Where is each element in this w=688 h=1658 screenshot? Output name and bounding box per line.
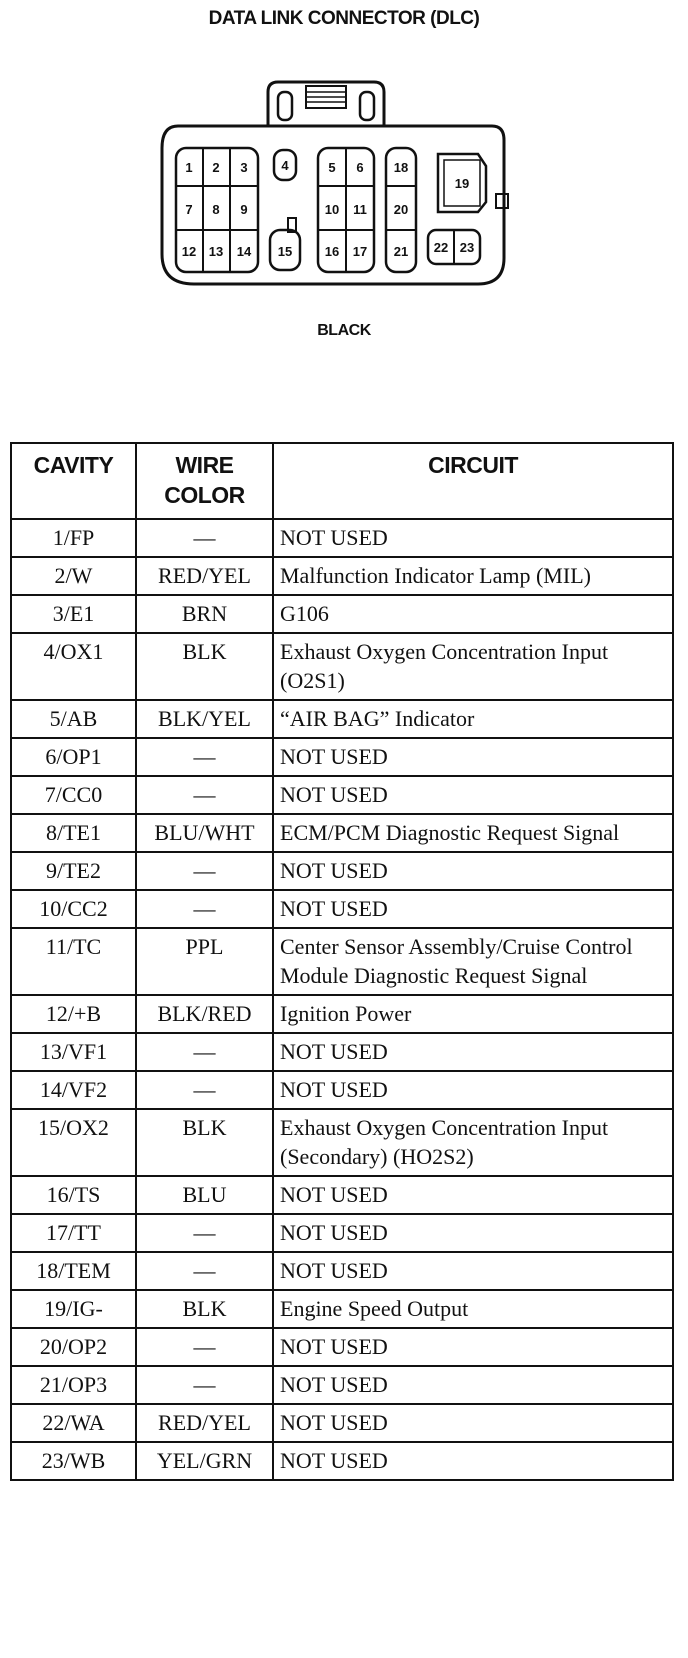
cell-cavity: 10/CC2 xyxy=(11,890,136,928)
cell-wire-color: BLK/YEL xyxy=(136,700,273,738)
cell-wire-color: BLU/WHT xyxy=(136,814,273,852)
cell-cavity: 7/CC0 xyxy=(11,776,136,814)
table-row xyxy=(11,1366,673,1404)
cavity-label: 1 xyxy=(185,160,193,175)
cell-wire-color: BRN xyxy=(136,595,273,633)
table-row xyxy=(11,1176,673,1214)
cavity-label: 5 xyxy=(328,160,336,175)
cell-circuit: NOT USED xyxy=(273,852,673,890)
table-row xyxy=(11,1071,673,1109)
cavity-label: 8 xyxy=(212,202,220,217)
cavity-label: 22 xyxy=(433,240,449,255)
cell-cavity: 16/TS xyxy=(11,1176,136,1214)
cell-wire-color: — xyxy=(136,852,273,890)
cell-wire-color: BLU xyxy=(136,1176,273,1214)
cell-cavity: 22/WA xyxy=(11,1404,136,1442)
table-row xyxy=(11,557,673,595)
cell-wire-color: BLK/RED xyxy=(136,995,273,1033)
dlc-pinout-table xyxy=(10,442,674,1481)
cavity-label: 10 xyxy=(324,202,340,217)
cell-circuit: NOT USED xyxy=(273,1214,673,1252)
cell-cavity: 6/OP1 xyxy=(11,738,136,776)
cell-wire-color: — xyxy=(136,1214,273,1252)
cell-circuit: Malfunction Indicator Lamp (MIL) xyxy=(273,557,673,595)
latch-slot-left xyxy=(278,92,292,120)
cell-circuit: NOT USED xyxy=(273,1442,673,1480)
table-row xyxy=(11,814,673,852)
table-row xyxy=(11,1252,673,1290)
cell-circuit: NOT USED xyxy=(273,1328,673,1366)
cell-wire-color: BLK xyxy=(136,1109,273,1176)
cell-wire-color: YEL/GRN xyxy=(136,1442,273,1480)
table-row xyxy=(11,595,673,633)
cell-circuit: NOT USED xyxy=(273,1033,673,1071)
table-row xyxy=(11,1328,673,1366)
cell-wire-color: — xyxy=(136,1366,273,1404)
cell-cavity: 2/W xyxy=(11,557,136,595)
cell-circuit: Exhaust Oxygen Concentration Input (O2S1) xyxy=(273,633,673,700)
cell-cavity: 14/VF2 xyxy=(11,1071,136,1109)
header-cavity: CAVITY xyxy=(11,443,136,519)
cavity-label: 21 xyxy=(393,244,409,259)
table-row xyxy=(11,633,673,700)
cell-wire-color: — xyxy=(136,519,273,557)
table-row xyxy=(11,700,673,738)
cell-wire-color: PPL xyxy=(136,928,273,995)
table-row xyxy=(11,776,673,814)
table-row xyxy=(11,995,673,1033)
cell-circuit: NOT USED xyxy=(273,776,673,814)
cell-cavity: 5/AB xyxy=(11,700,136,738)
cavity-label: 13 xyxy=(208,244,224,259)
table-row xyxy=(11,1033,673,1071)
cavity-label: 9 xyxy=(240,202,248,217)
table-row xyxy=(11,1290,673,1328)
table-row xyxy=(11,890,673,928)
cell-wire-color: RED/YEL xyxy=(136,557,273,595)
table-row xyxy=(11,1442,673,1480)
cavity-label: 4 xyxy=(281,158,289,173)
table-row xyxy=(11,928,673,995)
cavity-label: 23 xyxy=(459,240,475,255)
cell-cavity: 4/OX1 xyxy=(11,633,136,700)
cell-wire-color: — xyxy=(136,738,273,776)
cavity-label: 2 xyxy=(212,160,220,175)
cell-cavity: 1/FP xyxy=(11,519,136,557)
cell-wire-color: BLK xyxy=(136,1290,273,1328)
cell-wire-color: — xyxy=(136,1071,273,1109)
table-row xyxy=(11,1404,673,1442)
cell-circuit: Center Sensor Assembly/Cruise Control Module Diagnostic Request Signal xyxy=(273,928,673,995)
cavity-label: 11 xyxy=(353,202,367,217)
table-row xyxy=(11,852,673,890)
cell-circuit: NOT USED xyxy=(273,519,673,557)
cell-circuit: NOT USED xyxy=(273,1071,673,1109)
cell-circuit: NOT USED xyxy=(273,1404,673,1442)
cell-circuit: G106 xyxy=(273,595,673,633)
dlc-connector-diagram xyxy=(150,62,520,312)
cell-circuit: “AIR BAG” Indicator xyxy=(273,700,673,738)
cell-cavity: 12/+B xyxy=(11,995,136,1033)
cell-circuit: Ignition Power xyxy=(273,995,673,1033)
cavity-label: 19 xyxy=(454,176,470,191)
cell-cavity: 19/IG- xyxy=(11,1290,136,1328)
cell-circuit: NOT USED xyxy=(273,1176,673,1214)
table-body xyxy=(11,519,673,1480)
cell-circuit: Engine Speed Output xyxy=(273,1290,673,1328)
cavity-label: 7 xyxy=(185,202,193,217)
header-wire-color: WIRE COLOR xyxy=(136,443,273,519)
cell-wire-color: — xyxy=(136,1252,273,1290)
table-row xyxy=(11,738,673,776)
cell-circuit: NOT USED xyxy=(273,738,673,776)
header-circuit: CIRCUIT xyxy=(273,443,673,519)
cell-circuit: NOT USED xyxy=(273,1252,673,1290)
cavity-label: 15 xyxy=(277,244,293,259)
cell-wire-color: RED/YEL xyxy=(136,1404,273,1442)
cell-cavity: 21/OP3 xyxy=(11,1366,136,1404)
table-row xyxy=(11,1214,673,1252)
cell-cavity: 9/TE2 xyxy=(11,852,136,890)
cavity-label: 16 xyxy=(324,244,340,259)
cell-wire-color: — xyxy=(136,890,273,928)
cell-cavity: 8/TE1 xyxy=(11,814,136,852)
latch-slot-right xyxy=(360,92,374,120)
cavity-label: 3 xyxy=(240,160,248,175)
table-row xyxy=(11,1109,673,1176)
cell-circuit: NOT USED xyxy=(273,890,673,928)
cavity-label: 6 xyxy=(356,160,364,175)
cell-circuit: ECM/PCM Diagnostic Request Signal xyxy=(273,814,673,852)
cell-cavity: 3/E1 xyxy=(11,595,136,633)
connector-drawing xyxy=(150,62,520,307)
diagram-title: DATA LINK CONNECTOR (DLC) xyxy=(208,8,480,29)
cell-cavity: 11/TC xyxy=(11,928,136,995)
connector-color-label: BLACK xyxy=(317,322,371,339)
cell-cavity: 17/TT xyxy=(11,1214,136,1252)
cell-wire-color: — xyxy=(136,776,273,814)
table-row xyxy=(11,519,673,557)
cell-circuit: Exhaust Oxygen Concentration Input (Secondary) (HO2S2) xyxy=(273,1109,673,1176)
cavity-label: 20 xyxy=(393,202,409,217)
cell-wire-color: — xyxy=(136,1033,273,1071)
cell-cavity: 18/TEM xyxy=(11,1252,136,1290)
cavity-label: 14 xyxy=(236,244,252,259)
cell-cavity: 23/WB xyxy=(11,1442,136,1480)
cavity-label: 17 xyxy=(352,244,368,259)
cell-cavity: 20/OP2 xyxy=(11,1328,136,1366)
cell-circuit: NOT USED xyxy=(273,1366,673,1404)
cell-cavity: 15/OX2 xyxy=(11,1109,136,1176)
cell-wire-color: — xyxy=(136,1328,273,1366)
table-header-row xyxy=(11,443,673,519)
cell-cavity: 13/VF1 xyxy=(11,1033,136,1071)
cavity-label: 18 xyxy=(393,160,409,175)
cell-wire-color: BLK xyxy=(136,633,273,700)
cavity-label: 12 xyxy=(181,244,197,259)
